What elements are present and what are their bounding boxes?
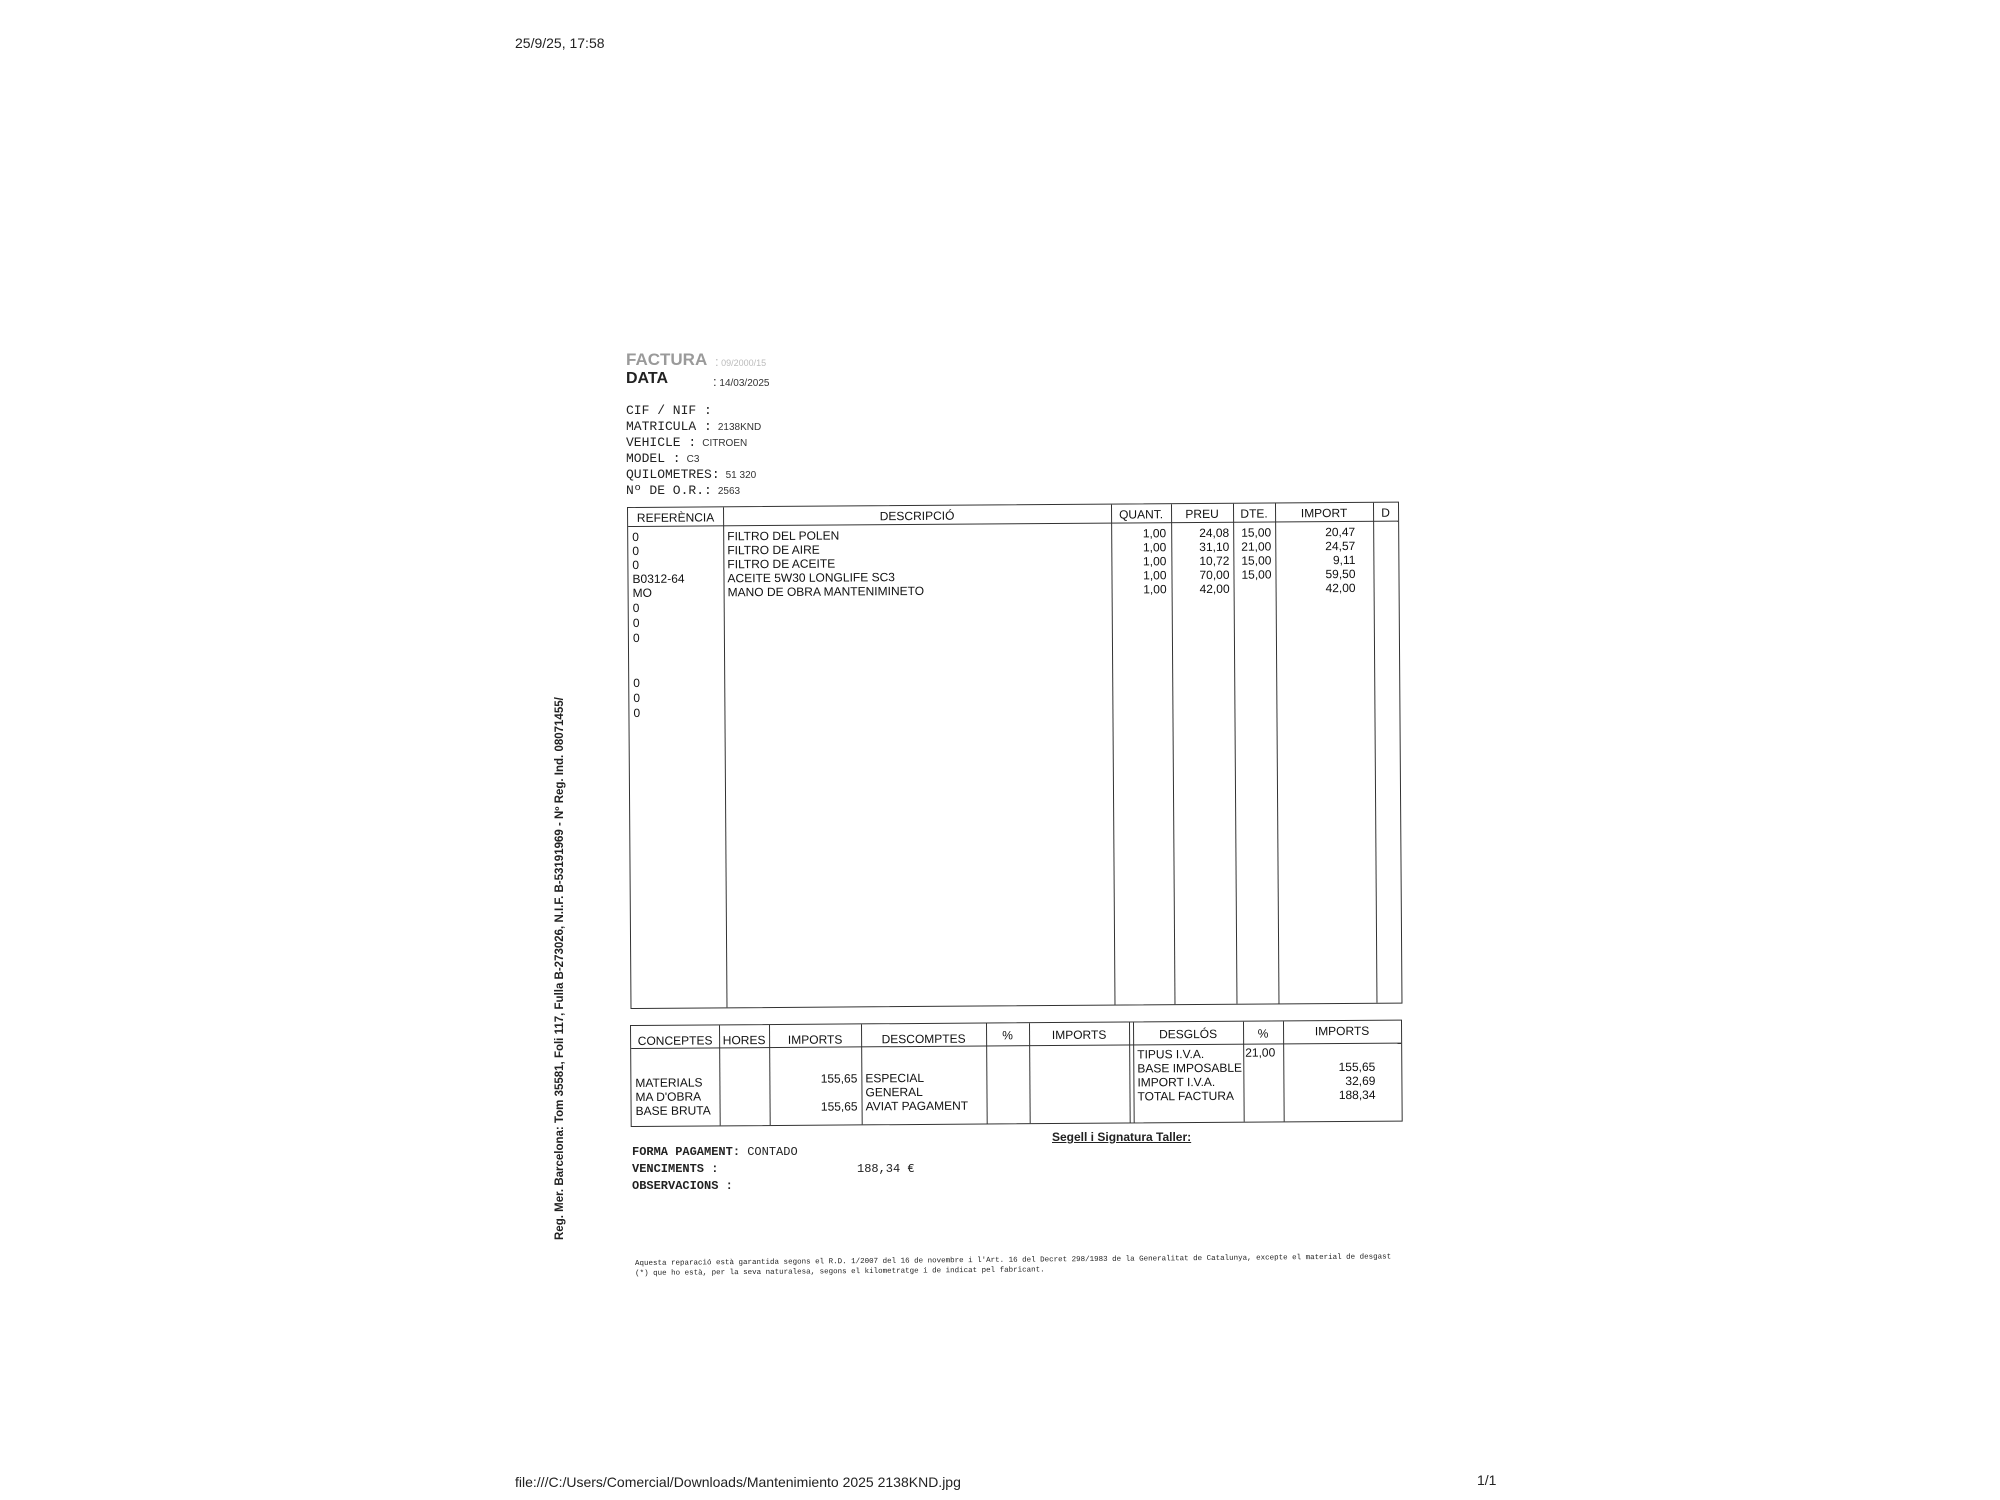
payment-method-row: FORMA PAGAMENT: CONTADO [632, 1145, 798, 1159]
col-pct-2: % [1257, 1026, 1269, 1041]
materials-import: 155,65 [820, 1071, 858, 1086]
items-table [627, 502, 1402, 1009]
table-row: 0 FILTRO DE AIRE 1,00 31,10 21,00 24,57 [632, 538, 1356, 558]
col-hores: HORES [722, 1033, 766, 1048]
concept-materials: MATERIALS [635, 1075, 703, 1090]
table-row: 0 [632, 615, 640, 630]
col-imports-2: IMPORTS [1051, 1027, 1107, 1043]
factura-label: FACTURA [626, 350, 708, 369]
extra-ref: 0 [633, 690, 641, 705]
factura-number: 09/2000/15 [721, 358, 767, 368]
concept-ma-dobra: MA D'OBRA [635, 1089, 702, 1104]
table-row: B0312-64 ACEITE 5W30 LONGLIFE SC3 1,00 70,00 15,00 59,50 [632, 566, 1356, 586]
table-row: MO MANO DE OBRA MANTENIMINETO 1,00 42,00 42,00 [632, 580, 1356, 600]
data-label: DATA [626, 370, 669, 387]
table-row: 0 [632, 630, 640, 645]
col-descripcio: DESCRIPCIÓ [879, 508, 955, 524]
col-preu: PREU [1185, 506, 1219, 522]
col-imports-3: IMPORTS [1314, 1023, 1370, 1039]
invoice-date: 14/03/2025 [719, 378, 770, 389]
vehicle-row: VEHICLE : CITROEN [626, 435, 748, 450]
total-factura-label: TOTAL FACTURA [1137, 1088, 1235, 1104]
col-dte: DTE. [1240, 506, 1268, 521]
discount-general: GENERAL [865, 1084, 923, 1100]
col-pct: % [1002, 1028, 1013, 1043]
extra-ref: 0 [633, 705, 641, 720]
base-imposable-label: BASE IMPOSABLE [1137, 1060, 1243, 1076]
print-page-number: 1/1 [1477, 1472, 1497, 1488]
print-datetime: 25/9/25, 17:58 [515, 35, 605, 51]
observacions-row: OBSERVACIONS : [632, 1179, 733, 1193]
signature-label: Segell i Signatura Taller: [1052, 1130, 1192, 1144]
import-iva-label: IMPORT I.V.A. [1137, 1074, 1216, 1090]
col-d: D [1381, 505, 1390, 520]
import-iva-value: 32,69 [1345, 1073, 1376, 1089]
or-number-row: Nº DE O.R.: 2563 [626, 483, 741, 498]
col-conceptes: CONCEPTES [637, 1033, 713, 1048]
col-imports: IMPORTS [787, 1032, 843, 1047]
tipus-iva-label: TIPUS I.V.A. [1137, 1046, 1205, 1062]
cif-row: CIF / NIF : [626, 403, 712, 418]
table-row: 0 [632, 600, 640, 615]
total-factura-value: 188,34 [1338, 1087, 1376, 1103]
extra-ref: 0 [633, 675, 640, 690]
concept-base-bruta: BASE BRUTA [635, 1103, 711, 1118]
base-bruta-import: 155,65 [820, 1099, 858, 1114]
discount-especial: ESPECIAL [865, 1070, 925, 1086]
col-desglos: DESGLÓS [1159, 1026, 1218, 1042]
legal-text: Aquesta reparació està garantida segons el R.D. 1/2007 del 16 de novembre i l'Art. 16 del Decret 298/1983 de la Generalitat de Catalunya, excepte el material de desgast (*) que ho està, per la seva naturalesa, segons el kilometratge i de indicat pel fabricant. [635, 1253, 1392, 1278]
discount-aviat-pagament: AVIAT PAGAMENT [865, 1098, 969, 1114]
col-quant: QUANT. [1119, 507, 1164, 522]
venciments-row: VENCIMENTS : 188,34 € [632, 1162, 915, 1176]
tipus-iva-pct: 21,00 [1245, 1045, 1276, 1060]
matricula-row: MATRICULA : 2138KND [626, 419, 762, 434]
print-file-path: file:///C:/Users/Comercial/Downloads/Mantenimiento 2025 2138KND.jpg [515, 1474, 961, 1490]
side-registration-text: Reg. Mer. Barcelona: Tom 35581, Foli 117, Fulla B-273026, N.I.F. B-53191969 - Nº Reg. Ind. 08071455/ [554, 697, 566, 1240]
model-row: MODEL : C3 [626, 451, 700, 466]
invoice-document: FACTURA : 09/2000/15 DATA : 14/03/2025 CIF / NIF : MATRICULA : 2138KND VEHICLE : CITROEN MODEL : C3 QUILOMETRES: 51 320 Nº DE O.R.: 2563 Reg. Mer. Barcelona: Tom 35581, Foli 117, Fulla B-273026, N.I.F. B-53191969 - Nº Reg. Ind. 08071455/ REFERÈNCIA DESCRIPCIÓ QUANT. PREU DTE. IMPORT D 0 FILTRO DEL POLEN 1,00 24,08 15,00 20,47 0 FILTRO DE AIRE 1,00 31,10 21,00 24,57 0 FILTRO DE ACEITE 1,00 10,72 15,00 9,11 B0312-64 ACEITE 5W30 LONGLIFE SC3 1,00 70,00 15,00 59,50 MO MANO DE OBRA MANTENIMINETO 1,00 42,00 42,00 0 0 0 0 0 0 CONCEPTES HORES IMPORTS DESCOMPTES % IMPORTS DESGLÓS % IMPORTS MATERIALS MA D'OBRA BASE BRUTA 155,65 155,65 ESPECIAL GENERAL AVIAT PAGAMENT TIPUS I.V.A. BASE IMPOSABLE IMPORT I.V.A. TOTAL FACTURA 21,00 155,65 32,69 188,34 Segell i Signatura Taller: FORMA PAGAMENT: CONTADO VENCIMENTS : 188,34 € OBSERVACIONS : Aquesta reparació està garantida segons el R.D. 1/2007 del 16 de novembre i l'Art. 16 del Decret 298/1983 de la Generalitat de Catalunya, excepte el material de desgast (*) que ho està, per la seva naturalesa, segons el kilometratge i de indicat pel fabricant. [620, 350, 1400, 1190]
table-row: 0 FILTRO DE ACEITE 1,00 10,72 15,00 9,11 [632, 552, 1356, 572]
quilometres-row: QUILOMETRES: 51 320 [626, 467, 757, 482]
col-referencia: REFERÈNCIA [636, 510, 715, 525]
col-descomptes: DESCOMPTES [881, 1031, 966, 1047]
totals-table [630, 1020, 1403, 1127]
table-row: 0 FILTRO DEL POLEN 1,00 24,08 15,00 20,47 [632, 524, 1356, 544]
col-import: IMPORT [1300, 505, 1348, 521]
base-imposable-value: 155,65 [1338, 1059, 1376, 1075]
